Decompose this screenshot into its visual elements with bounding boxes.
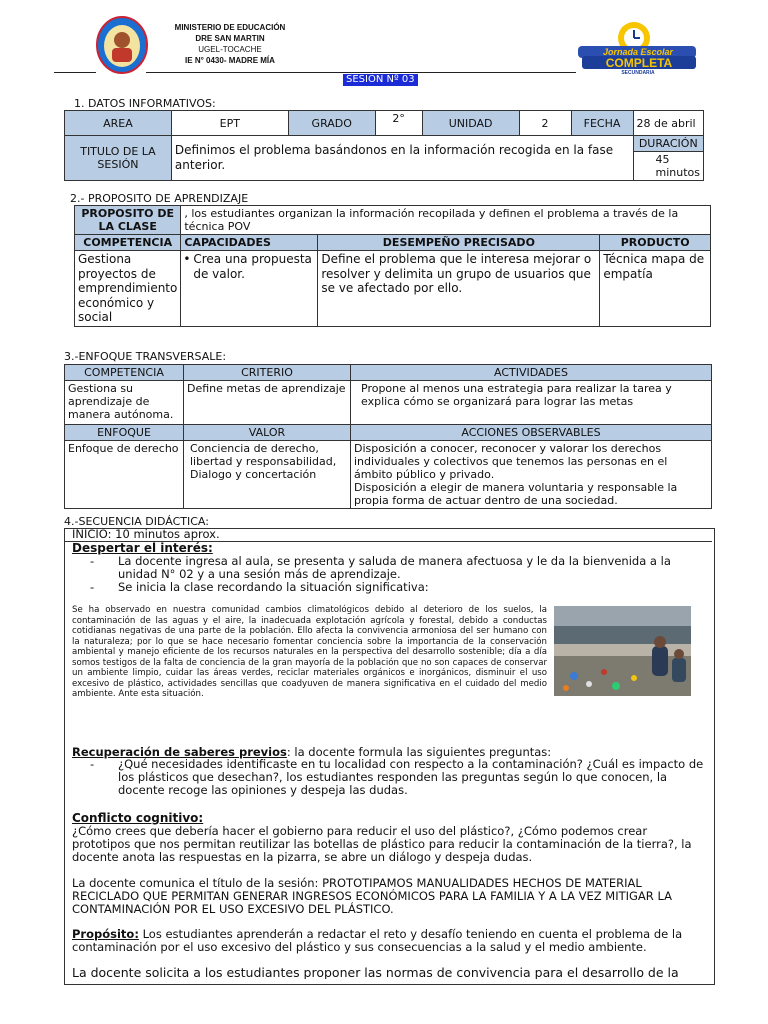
inicio-label: INICIO: 10 minutos aprox.: [72, 527, 220, 541]
svg-text:SECUNDARIA: SECUNDARIA: [621, 70, 655, 74]
col-actividades: ACTIVIDADES: [351, 365, 712, 381]
session-number: SESIÓN Nº 03: [343, 74, 418, 86]
valor-value: Conciencia de derecho, libertad y responsabilidad, Dialogo y concertación: [184, 441, 351, 509]
section-4-heading: 4.-SECUENCIA DIDÁCTICA:: [64, 515, 209, 528]
beach-pollution-photo: [554, 606, 691, 696]
enfoque-value: Enfoque de derecho: [65, 441, 184, 509]
school-logo: [96, 16, 148, 74]
desempeno-value: Define el problema que le interesa mejorar o resolver y delimita un grupo de usuarios que se ve afectado por ello.: [318, 251, 600, 327]
col-valor: VALOR: [184, 425, 351, 441]
conflicto-title: Conflicto cognitivo:: [72, 811, 204, 825]
bullet-icon: •: [183, 252, 191, 266]
proposito-label: PROPOSITO DE LA CLASE: [75, 206, 181, 235]
area-label: AREA: [65, 111, 172, 136]
col-enfoque: ENFOQUE: [65, 425, 184, 441]
recuperacion-item-1: - ¿Qué necesidades identificaste en tu localidad con respecto a la contaminación? ¿Cuál es impacto de los plásticos que desechan?, los estudiantes responden las preguntas según lo que conocen, la docente recoge las opiniones y despeja las dudas.: [68, 758, 708, 797]
unidad-label: UNIDAD: [422, 111, 519, 136]
area-value: EPT: [171, 111, 288, 136]
despertar-list: [68, 555, 708, 594]
proposito-line: [72, 928, 708, 954]
svg-text:Jornada Escolar: Jornada Escolar: [602, 47, 674, 57]
acciones-1: Disposición a conocer, reconocer y valorar los derechos individuales y colectivos que tenemos las personas en el ámbito público y privado.: [354, 442, 668, 481]
unidad-value: 2: [519, 111, 571, 136]
duracion-value: 45 minutos: [633, 152, 703, 181]
normas-text: La docente solicita a los estudiantes proponer las normas de convivencia para el desarrollo de la: [72, 966, 679, 979]
dre-name: DRE SAN MARTIN: [195, 34, 265, 43]
proposito-table: [74, 205, 711, 327]
col-desempeno: DESEMPEÑO PRECISADO: [318, 235, 600, 251]
grado-value: 2°: [375, 111, 422, 136]
despertar-item-2: - Se inicia la clase recordando la situación significativa:: [68, 581, 708, 594]
capacidad-cell: [181, 251, 318, 327]
fecha-value: 28 de abril: [633, 111, 703, 136]
col-criterio: CRITERIO: [184, 365, 351, 381]
ugel-name: UGEL-TOCACHE: [198, 45, 262, 54]
datos-informativos-table: [64, 110, 704, 181]
proposito-title: Propósito:: [72, 927, 139, 941]
institution-header: [150, 22, 310, 66]
duracion-label: DURACIÓN: [633, 136, 703, 152]
producto-value: Técnica mapa de empatía: [600, 251, 711, 327]
section-2-heading: 2.- PROPOSITO DE APRENDIZAJE: [70, 192, 249, 205]
col-capacidades: CAPACIDADES: [181, 235, 318, 251]
fecha-label: FECHA: [571, 111, 633, 136]
competencia-3-value: Gestiona su aprendizaje de manera autónoma.: [65, 381, 184, 425]
recuperacion-title: Recuperación de saberes previos: [72, 745, 287, 759]
enfoque-table: [64, 364, 712, 509]
acciones-2: Disposición a elegir de manera voluntaria y responsable la propia forma de actuar dentro de una sociedad.: [354, 481, 678, 507]
criterio-value: Define metas de aprendizaje: [184, 381, 351, 425]
jec-logo: [576, 18, 698, 74]
proposito-value: , los estudiantes organizan la información recopilada y definen el problema a través de la técnica POV: [181, 206, 711, 235]
section-3-heading: 3.-ENFOQUE TRANSVERSALE:: [64, 350, 227, 363]
despertar-title: Despertar el interés:: [72, 541, 213, 555]
titulo-label: TITULO DE LA SESIÓN: [65, 136, 172, 181]
svg-text:COMPLETA: COMPLETA: [605, 56, 673, 70]
conflicto-text: ¿Cómo crees que debería hacer el gobierno para reducir el uso del plástico?, ¿Cómo podemos crear prototipos que nos permitan reutilizar las botellas de plástico para reducir la contaminación de la tierra?, la docente anota las respuestas en la pizarra, se abre un diálogo y despeja dudas.: [72, 824, 692, 864]
titulo-value: Definimos el problema basándonos en la información recogida en la fase anterior.: [171, 136, 633, 181]
ministry-name: MINISTERIO DE EDUCACIÓN: [174, 23, 286, 32]
col-competencia: COMPETENCIA: [75, 235, 181, 251]
col-acciones: ACCIONES OBSERVABLES: [351, 425, 712, 441]
comunica-text: La docente comunica el título de la sesión: PROTOTIPAMOS MANUALIDADES HECHOS DE MATERIAL RECICLADO QUE PERMITAN GENERAR INGRESOS ECONÓMICOS PARA LA FAMILIA Y A LA VEZ MITIGAR LA CONTAMINACIÓN POR EL USO EXCESIVO DEL PLÁSTICO.: [72, 876, 672, 916]
proposito-text: Los estudiantes aprenderán a redactar el reto y desafío teniendo en cuenta el problema de la contaminación por el uso excesivo del plástico y sus consecuencias a la salud y el medio ambiente.: [72, 927, 683, 954]
section-1-heading: 1. DATOS INFORMATIVOS:: [74, 97, 216, 110]
despertar-item-1: - La docente ingresa al aula, se presenta y saluda de manera afectuosa y le da la bienvenida a la unidad N° 02 y a una sesión más de aprendizaje.: [68, 555, 708, 581]
recuperacion-intro: : la docente formula las siguientes preguntas:: [286, 745, 552, 759]
school-name: IE N° 0430- MADRE MÍA: [185, 56, 275, 65]
col-competencia-3: COMPETENCIA: [65, 365, 184, 381]
recuperacion-list: [68, 758, 708, 797]
actividades-value: Propone al menos una estrategia para realizar la tarea y explica cómo se organizará para lograr las metas: [351, 381, 712, 425]
col-producto: PRODUCTO: [600, 235, 711, 251]
situacion-significativa: Se ha observado en nuestra comunidad cambios climatológicos debido al deterioro de los suelos, la contaminación de las aguas y el aire, la inadecuada explotación agrícola y forestal, debido a conductas cotidianas negativas de una parte de la población. Ello afecta la convivencia armoniosa del ser humano con la naturaleza; por lo que se hace necesario fomentar conciencia sobre la importancia de la conservación ambiental y manejo eficiente de los recursos naturales en la perspectiva del desarrollo sostenible; día a día somos testigos de la falta de conciencia de la gran mayoría de la población que no son capaces de conservar un ambiente limpio, cuidar las áreas verdes, reciclar materiales orgánicos e inorgánicos, disminuir el uso excesivo de plástico, actividades sencillas que coadyuven de manera significativa en el cuidado del medio ambiente. Ante esta situación.: [72, 605, 547, 699]
grado-label: GRADO: [288, 111, 375, 136]
acciones-cell: [351, 441, 712, 509]
competencia-value: Gestiona proyectos de emprendimiento económico y social: [75, 251, 181, 327]
capacidad-value: Crea una propuesta de valor.: [193, 252, 312, 281]
